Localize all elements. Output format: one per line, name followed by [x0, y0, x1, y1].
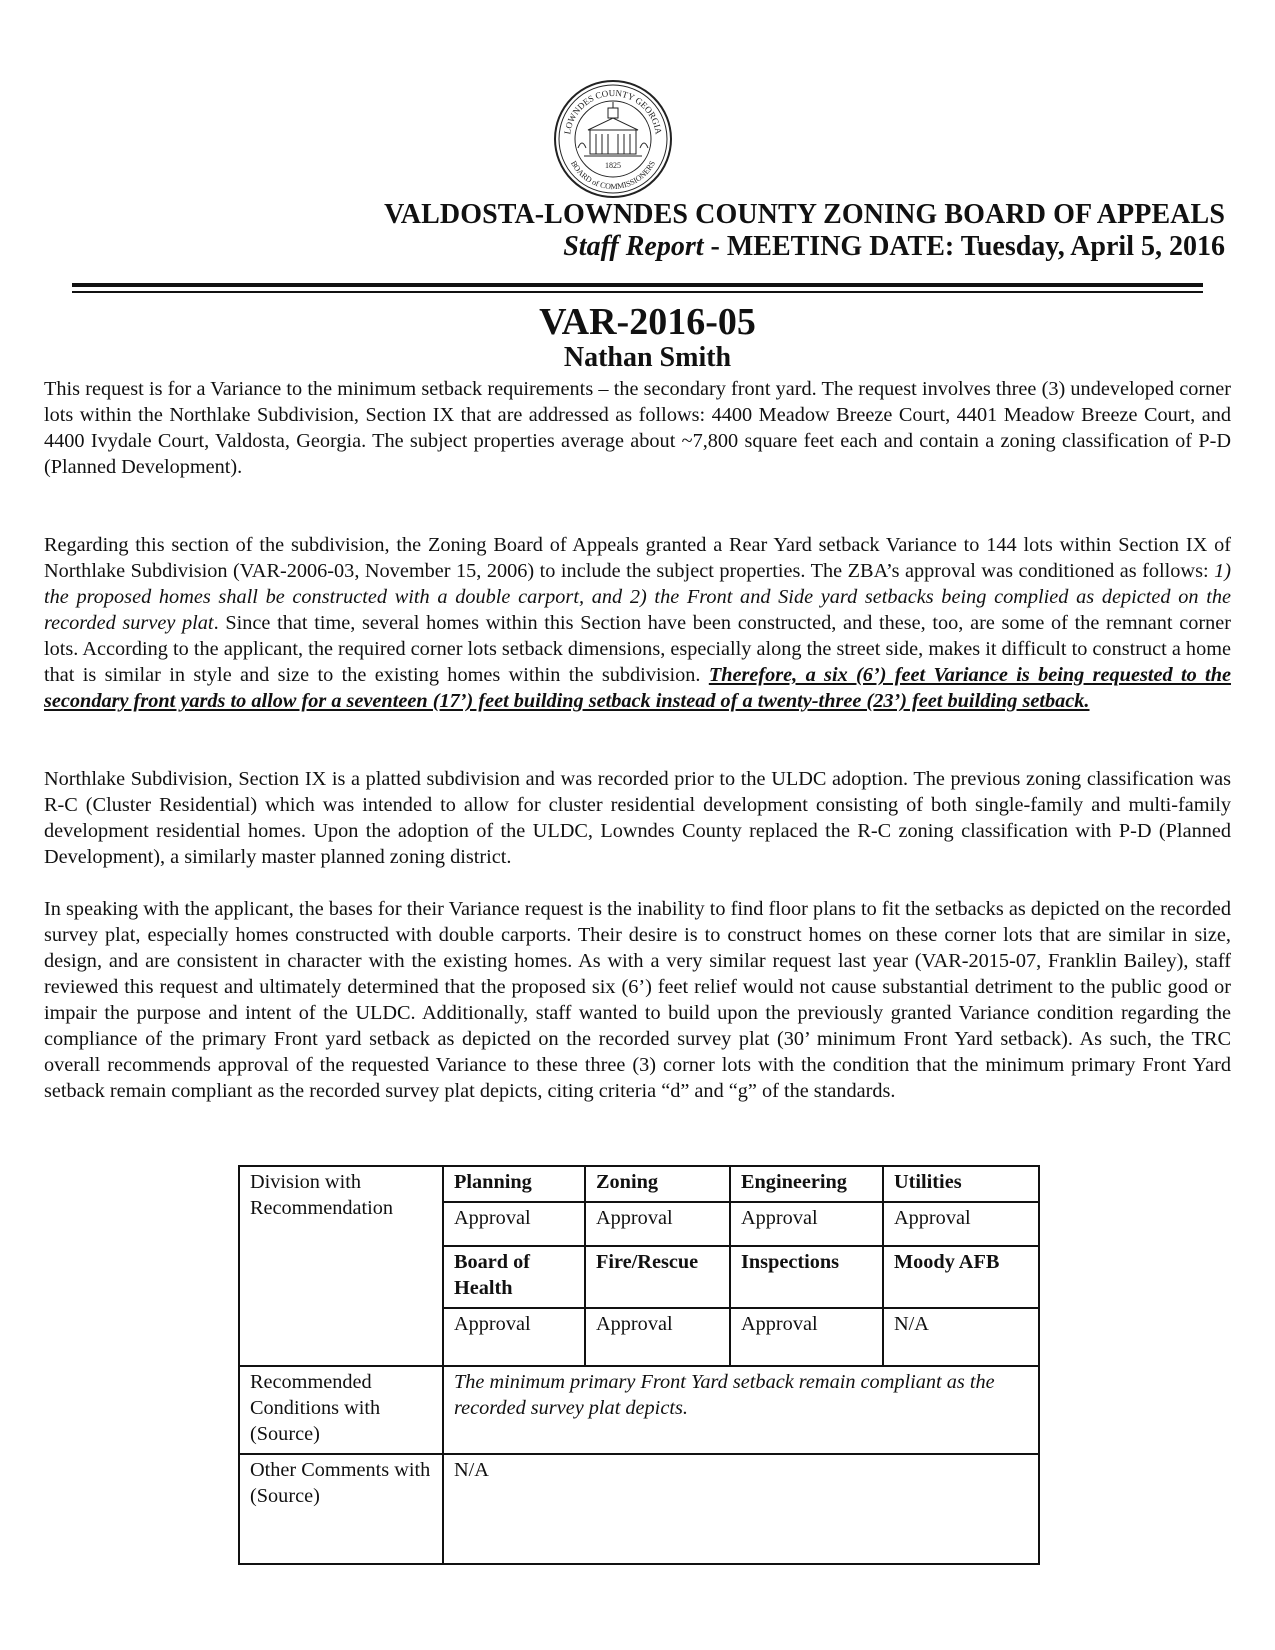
header-moody-afb: Moody AFB	[883, 1246, 1039, 1308]
value-zoning: Approval	[585, 1202, 730, 1246]
header-rule-thick	[72, 283, 1203, 287]
history-conditions: 1) the proposed homes shall be constructed with a double carport, and 2) the Front and Side yard setbacks being complied as depicted on the recorded survey plat	[44, 560, 1231, 634]
meeting-line	[563, 231, 1225, 263]
paragraph-history	[44, 532, 1231, 714]
conditions-text	[443, 1366, 1039, 1454]
value-engineering: Approval	[730, 1202, 883, 1246]
recommendation-table	[238, 1165, 1040, 1565]
header-rule-thin	[72, 291, 1203, 293]
header-fire-rescue: Fire/Rescue	[585, 1246, 730, 1308]
paragraph-request: This request is for a Variance to the minimum setback requirements – the secondary front yard. The request involves three (3) undeveloped corner lots within the Northlake Subdivision, Section IX that are addressed as follows: 4400 Meadow Breeze Court, 4401 Meadow Breeze Court, and 4400 Ivydale Court, Valdosta, Georgia. The subject properties average about ~7,800 square feet each and contain a zoning classification of P-D (Planned Development).	[44, 378, 1231, 478]
svg-text:LOWNDES COUNTY GEORGIA	[562, 88, 664, 136]
other-comments-value: N/A	[443, 1454, 1039, 1564]
header-utilities: Utilities	[883, 1166, 1039, 1202]
header-engineering: Engineering	[730, 1166, 883, 1202]
division-label: Division with Recommendation	[239, 1166, 443, 1366]
header-zoning: Zoning	[585, 1166, 730, 1202]
meeting-date: - MEETING DATE: Tuesday, April 5, 2016	[703, 231, 1225, 262]
header-board-of-health: Board of Health	[443, 1246, 585, 1308]
conditions-label	[239, 1366, 443, 1454]
value-moody-afb: N/A	[883, 1308, 1039, 1366]
value-planning: Approval	[443, 1202, 585, 1246]
paragraph-zoning: Northlake Subdivision, Section IX is a platted subdivision and was recorded prior to the ULDC adoption. The previous zoning classification was R-C (Cluster Residential) which was intended to allow for cluster residential development consisting of both single-family and multi-family development residential homes. Upon the adoption of the ULDC, Lowndes County replaced the R-C zoning classification with P-D (Planned Development), a similarly master planned zoning district.	[44, 768, 1231, 868]
staff-report-label: Staff Report	[563, 231, 704, 262]
conditions-label-text: Recommended Conditions with (Source)	[250, 1371, 381, 1445]
seal-bottom-text: BOARD of COMMISSIONERS	[568, 159, 658, 192]
header-inspections: Inspections	[730, 1246, 883, 1308]
seal-year: 1825	[605, 161, 621, 170]
variance-request-statement: Therefore, a six (6’) feet Variance is being requested to the secondary front yards to allow for a seventeen (17’) feet building setback instead of a twenty-three (23’) feet building setback.	[44, 664, 1231, 712]
value-inspections: Approval	[730, 1308, 883, 1366]
conditions-value: The minimum primary Front Yard setback remain compliant as the recorded survey plat depicts.	[454, 1371, 995, 1419]
seal-top-text: LOWNDES COUNTY GEORGIA	[562, 87, 664, 136]
history-text-a: Regarding this section of the subdivision, the Zoning Board of Appeals granted a Rear Yard setback Variance to 144 lots within Section IX of Northlake Subdivision (VAR-2006-03, November 15, 2006) to include the subject properties. The ZBA’s approval was conditioned as follows:	[44, 534, 1231, 582]
paragraph-recommendation: In speaking with the applicant, the bases for their Variance request is the inability to find floor plans to fit the setbacks as depicted on the recorded survey plat, especially homes constructed with double carports. Their desire is to construct homes on these corner lots that are similar in size, design, and are consistent in character with the existing homes. As with a very similar request last year (VAR-2015-07, Franklin Bailey), staff reviewed this request and ultimately determined that the proposed six (6’) feet relief would not cause substantial detriment to the public good or impair the purpose and intent of the ULDC. Additionally, staff wanted to build upon the previously granted Variance condition regarding the compliance of the primary Front yard setback as depicted on the recorded survey plat (30’ minimum Front Yard setback). As such, the TRC overall recommends approval of the requested Variance to these three (3) corner lots with the condition that the minimum primary Front Yard setback remain compliant as the recorded survey plat depicts, citing criteria “d” and “g” of the standards.	[44, 898, 1231, 1102]
county-seal	[552, 78, 674, 200]
applicant-name: Nathan Smith	[563, 342, 732, 373]
history-text-b: . Since that time, several homes within this Section have been constructed, and these, too, are some of the remnant corner lots. According to the applicant, the required corner lots setback dimensions, especially along the street side, makes it difficult to construct a home that is similar in style and size to the existing homes within the subdivision.	[44, 612, 1231, 686]
value-utilities: Approval	[883, 1202, 1039, 1246]
header-planning: Planning	[443, 1166, 585, 1202]
value-fire-rescue: Approval	[585, 1308, 730, 1366]
case-number: VAR-2016-05	[539, 301, 756, 343]
other-comments-label: Other Comments with (Source)	[239, 1454, 443, 1564]
value-board-of-health: Approval	[443, 1308, 585, 1366]
board-title: VALDOSTA-LOWNDES COUNTY ZONING BOARD OF APPEALS	[384, 199, 1225, 230]
